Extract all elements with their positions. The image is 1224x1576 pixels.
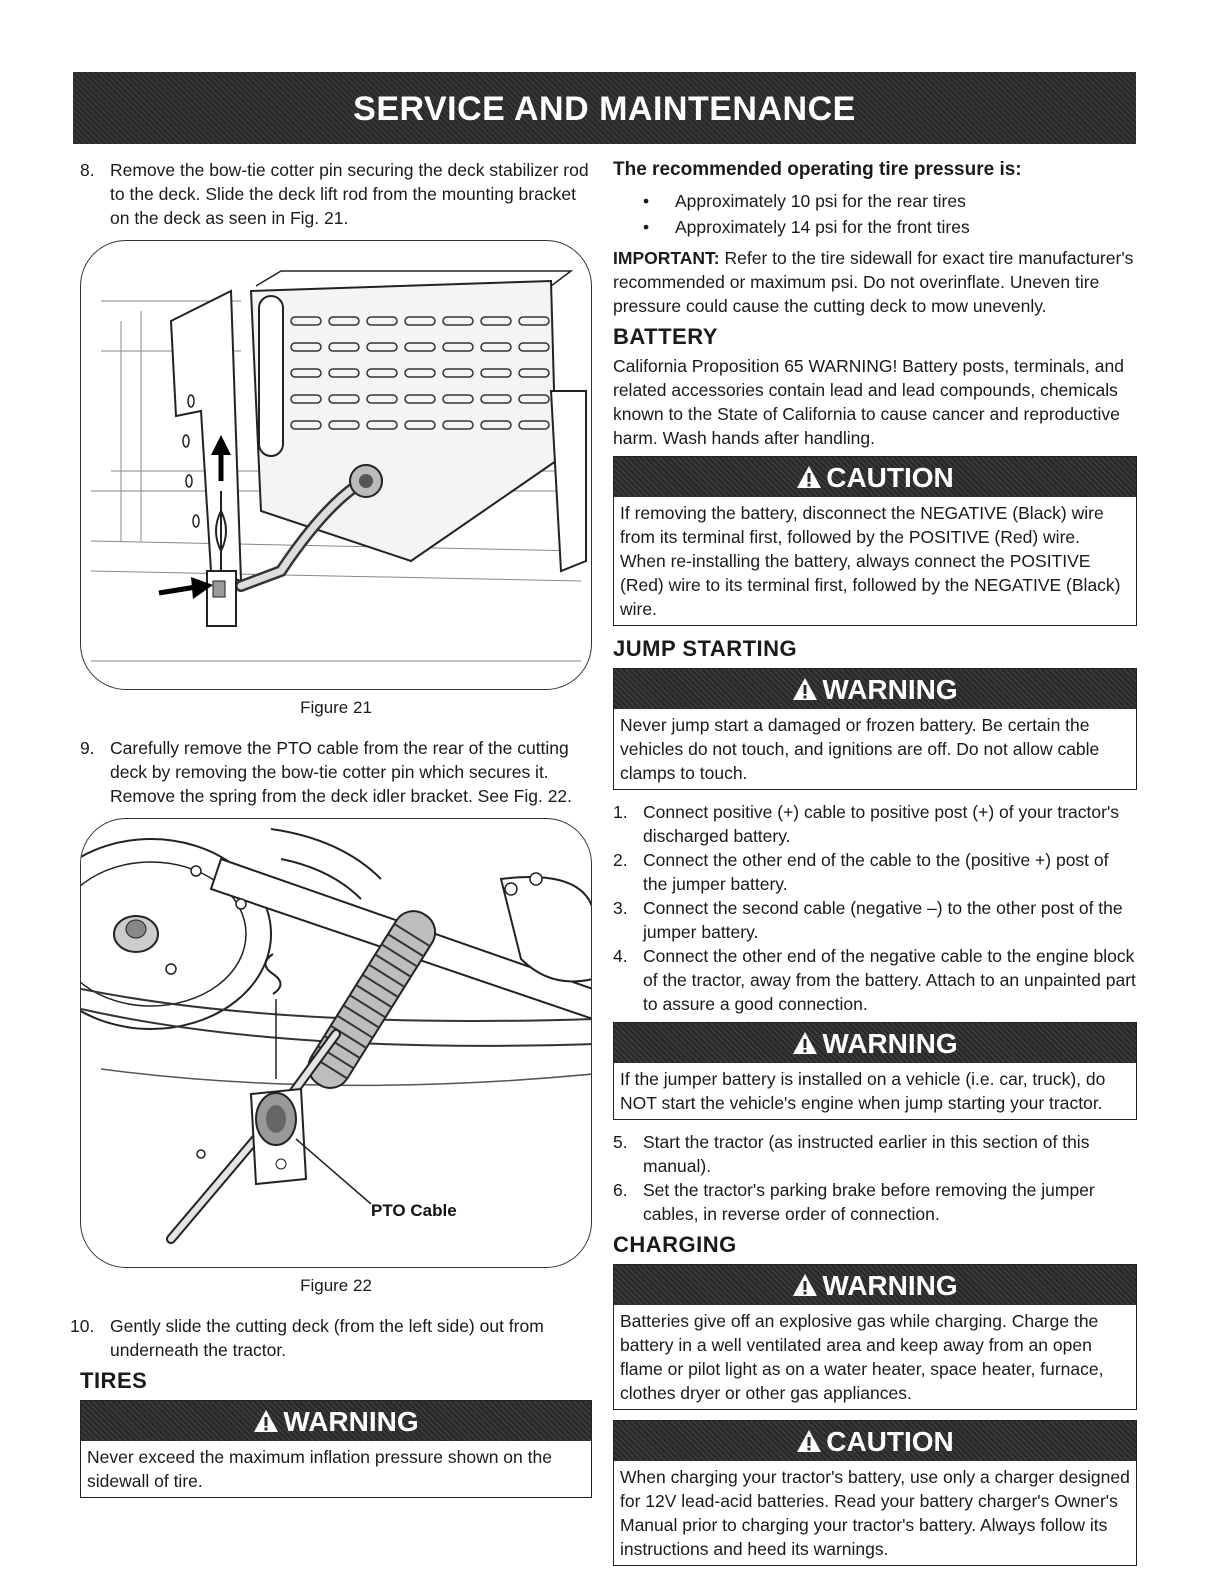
warning-header: WARNING — [614, 1023, 1136, 1063]
list-item: • Approximately 10 psi for the rear tires — [643, 191, 966, 211]
tire-pressure-heading: The recommended operating tire pressure is: — [613, 159, 1022, 180]
figure-22-caption: Figure 22 — [300, 1276, 372, 1295]
jump-steps-2 — [613, 1130, 1137, 1226]
tires-heading: TIRES — [80, 1368, 148, 1393]
step-list-8 — [80, 158, 592, 230]
caution-header: CAUTION — [614, 1421, 1136, 1461]
warning-triangle-icon — [796, 465, 822, 489]
jump-steps — [613, 800, 1137, 1016]
list-item: 9. Carefully remove the PTO cable from the rear of the cutting deck by removing the bow-tie cotter pin which secures it. Remove the spring from the deck idler bracket. See Fig. 22. — [80, 738, 573, 806]
figure-22 — [80, 818, 592, 1268]
list-item: 4. Connect the other end of the negative cable to the engine block of the tractor, away from the battery. Attach to an unpainted part to assure a good connection. — [613, 946, 1136, 1014]
warning-triangle-icon — [792, 1031, 818, 1055]
warning-header: WARNING — [614, 669, 1136, 709]
charging-caution: CAUTION When charging your tractor's battery, use only a charger designed for 12V lead-acid batteries. Read your battery charger's Owner's Manual prior to charging your tractor's battery. Always follow its instructions and heed its warnings. — [613, 1420, 1137, 1566]
caution-header: CAUTION — [614, 457, 1136, 497]
battery-text: California Proposition 65 WARNING! Battery posts, terminals, and related accessories contain lead and lead compounds, chemicals known to the State of California to cause cancer and reproductive harm. Wash hands after handling. — [613, 356, 1124, 448]
figure-21-caption: Figure 21 — [300, 698, 372, 717]
list-item: 2. Connect the other end of the cable to the (positive +) post of the jumper battery. — [613, 850, 1109, 894]
list-item: 1. Connect positive (+) cable to positive post (+) of your tractor's discharged battery. — [613, 802, 1120, 846]
important-note: IMPORTANT: Refer to the tire sidewall for exact tire manufacturer's recommended or maximum psi. Do not overinflate. Uneven tire pressure could cause the cutting deck to mow unevenly. — [613, 248, 1134, 316]
step-list-10 — [70, 1314, 592, 1362]
list-item: 3. Connect the second cable (negative –) to the other post of the jumper battery. — [613, 898, 1123, 942]
right-column — [613, 158, 1137, 1576]
list-item: 5. Start the tractor (as instructed earlier in this section of this manual). — [613, 1132, 1090, 1176]
charging-warning: WARNING Batteries give off an explosive gas while charging. Charge the battery in a well ventilated area and keep away from an open flame or pilot light as on a water heater, space heater, furnace, clothes dryer or other gas appliances. — [613, 1264, 1137, 1410]
warning-triangle-icon — [792, 1273, 818, 1297]
warning-triangle-icon — [253, 1409, 279, 1433]
page-banner — [73, 72, 1136, 144]
warning-triangle-icon — [792, 677, 818, 701]
warning-triangle-icon — [796, 1429, 822, 1453]
battery-heading: BATTERY — [613, 324, 718, 349]
warning-header: WARNING — [81, 1401, 591, 1441]
pto-cable-illustration — [81, 819, 592, 1267]
step-list-9 — [80, 736, 592, 808]
list-item: • Approximately 14 psi for the front tires — [643, 217, 970, 237]
left-column — [70, 158, 592, 1508]
jump-starting-heading: JUMP STARTING — [613, 636, 798, 661]
page-title: SERVICE AND MAINTENANCE — [353, 90, 856, 128]
warning-header: WARNING — [614, 1265, 1136, 1305]
jump-warning-2: WARNING If the jumper battery is installed on a vehicle (i.e. car, truck), do NOT start the vehicle's engine when jump starting your tractor. — [613, 1022, 1137, 1120]
figure-21 — [80, 240, 592, 690]
jump-warning: WARNING Never jump start a damaged or frozen battery. Be certain the vehicles do not touch, and ignitions are off. Do not allow cable clamps to touch. — [613, 668, 1137, 790]
battery-caution: CAUTION If removing the battery, disconnect the NEGATIVE (Black) wire from its terminal first, followed by the POSITIVE (Red) wire. When re-installing the battery, always connect the POSITIVE (Red) wire to its terminal first, followed by the NEGATIVE (Black) wire. — [613, 456, 1137, 626]
pto-cable-callout: PTO Cable — [371, 1201, 457, 1220]
list-item: 8. Remove the bow-tie cotter pin securing the deck stabilizer rod to the deck. Slide the deck lift rod from the mounting bracket on the deck as seen in Fig. 21. — [80, 160, 589, 228]
charging-heading: CHARGING — [613, 1232, 737, 1257]
list-item: 10. Gently slide the cutting deck (from the left side) out from underneath the tractor. — [70, 1316, 544, 1360]
tire-pressure-list — [613, 188, 1137, 240]
tires-warning: WARNING Never exceed the maximum inflation pressure shown on the sidewall of tire. — [80, 1400, 592, 1498]
deck-stabilizer-illustration — [81, 241, 592, 689]
list-item: 6. Set the tractor's parking brake before removing the jumper cables, in reverse order of connection. — [613, 1180, 1095, 1224]
